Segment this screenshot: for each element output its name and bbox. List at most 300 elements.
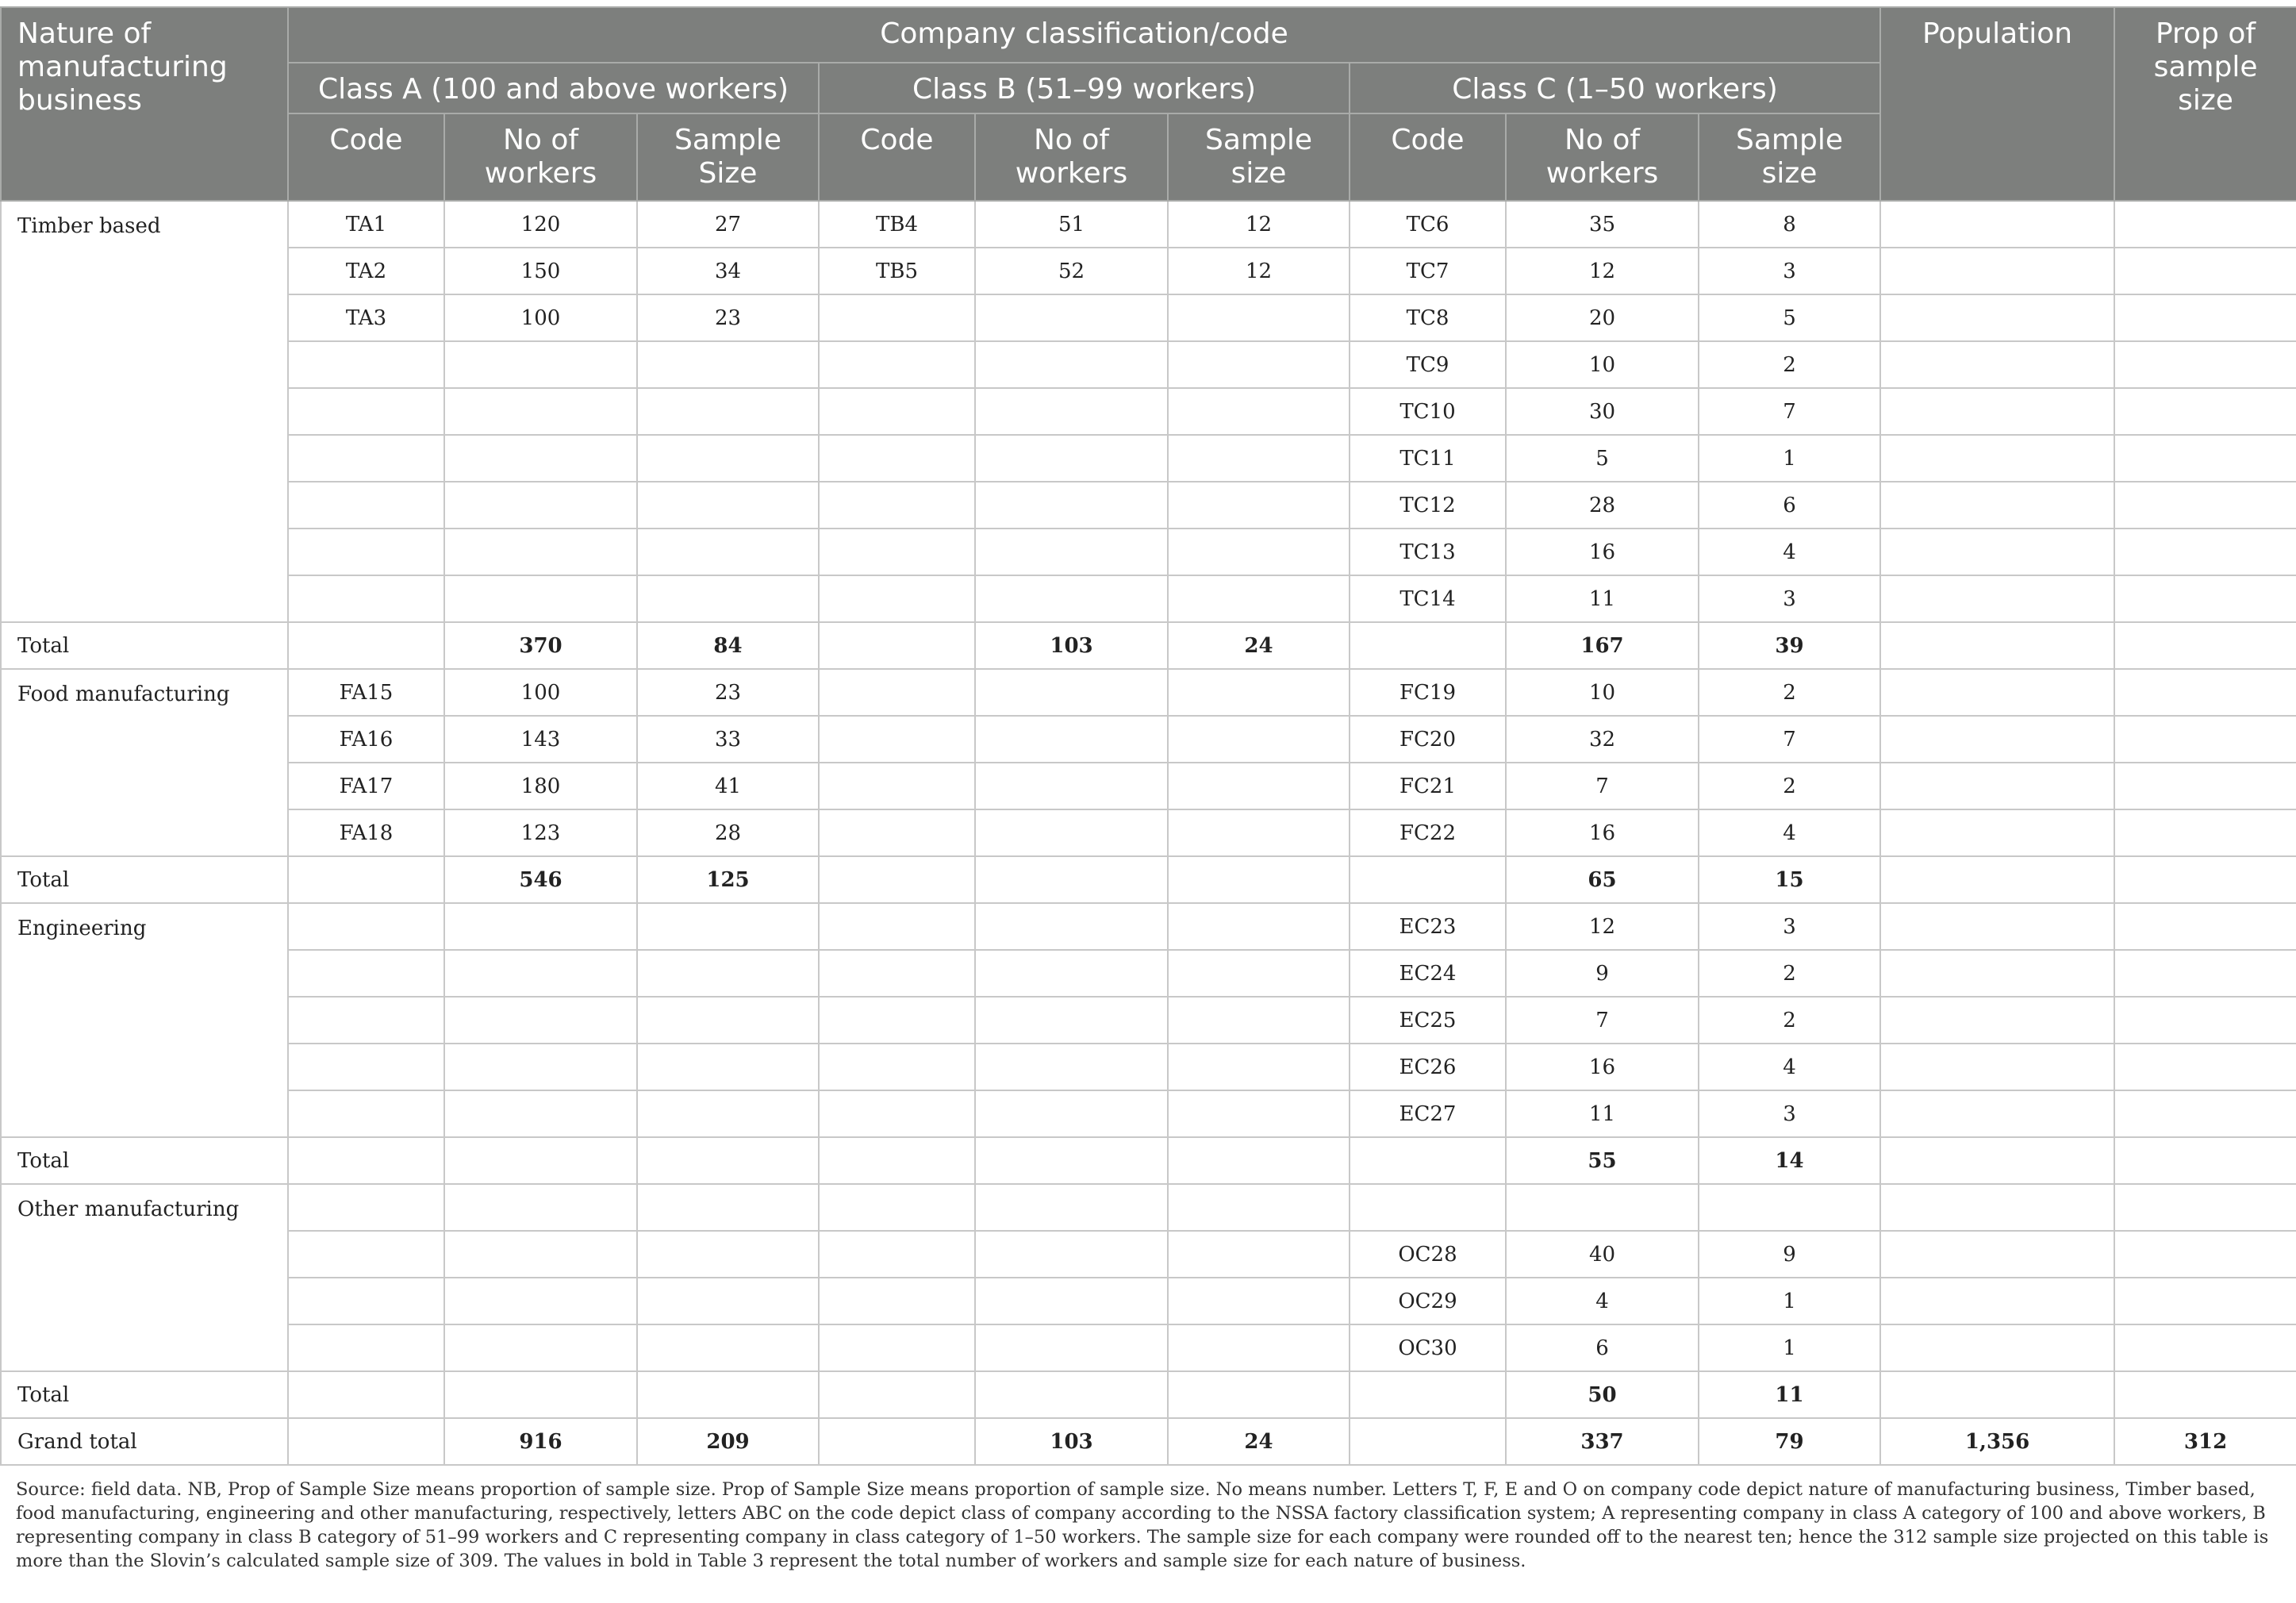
population-cell [1880, 529, 2114, 575]
table-row [1, 341, 2296, 388]
data-cell: 23 [637, 669, 819, 716]
data-cell: 33 [637, 716, 819, 763]
data-cell: 52 [975, 248, 1168, 294]
total-cell [288, 1371, 444, 1418]
population-cell [1880, 809, 2114, 856]
total-cell: 167 [1506, 622, 1699, 669]
data-cell [1699, 1184, 1880, 1231]
total-cell [2114, 856, 2296, 903]
data-cell [975, 294, 1168, 341]
data-cell [1168, 669, 1350, 716]
data-cell [1168, 997, 1350, 1044]
total-cell: 65 [1506, 856, 1699, 903]
population-cell [1880, 763, 2114, 809]
nature-cell: Other manufacturing [1, 1184, 288, 1371]
data-cell: FA16 [288, 716, 444, 763]
data-cell [637, 1324, 819, 1371]
data-cell [444, 435, 637, 482]
data-cell [637, 997, 819, 1044]
data-cell [819, 388, 975, 435]
data-cell [288, 1090, 444, 1137]
table-row [1, 482, 2296, 529]
table-footnote: Source: field data. NB, Prop of Sample Size means proportion of sample size. Prop of Sample Size means proportion of sample size. No means number. Letters T, F, E and O on company code depict nature of manufacturing business, Timber based, food manufacturing, engineering and other manufacturing, respectively, letters ABC on the code depict class of company according to the NSSA factory classification system; A representing company in class A category of 100 and above workers, B representing company in class B category of 51–99 workers and C representing company in class category of 1–50 workers. The sample size for each company were rounded off to the nearest ten; hence the 312 sample size projected on this table is more than the Slovin’s calculated sample size of 309. The values in bold in Table 3 represent the total number of workers and sample size for each nature of business. [16, 1479, 2269, 1571]
data-cell [637, 950, 819, 997]
data-cell [288, 435, 444, 482]
data-cell [1168, 1090, 1350, 1137]
data-cell [975, 669, 1168, 716]
population-cell [1880, 388, 2114, 435]
table-row [1, 201, 2296, 248]
total-cell [819, 1371, 975, 1418]
data-cell [444, 529, 637, 575]
data-cell: EC26 [1350, 1044, 1506, 1090]
data-cell [1350, 1184, 1506, 1231]
total-row [1, 856, 2296, 903]
data-cell [444, 950, 637, 997]
data-cell: 16 [1506, 809, 1699, 856]
table-row [1, 1231, 2296, 1278]
total-cell: 11 [1699, 1371, 1880, 1418]
data-cell: TB4 [819, 201, 975, 248]
data-cell: 7 [1506, 997, 1699, 1044]
data-cell [1168, 1184, 1350, 1231]
data-cell: 3 [1699, 903, 1880, 950]
grand-total-cell: 916 [444, 1418, 637, 1465]
data-cell [819, 716, 975, 763]
data-cell: 150 [444, 248, 637, 294]
data-cell [1168, 294, 1350, 341]
data-cell [975, 950, 1168, 997]
table-row [1, 435, 2296, 482]
data-cell [819, 575, 975, 622]
data-cell [1168, 388, 1350, 435]
grand-total-cell: 337 [1506, 1418, 1699, 1465]
data-cell [1168, 763, 1350, 809]
total-cell [444, 1137, 637, 1184]
population-cell [1880, 903, 2114, 950]
data-cell [819, 1090, 975, 1137]
data-cell: 7 [1699, 388, 1880, 435]
data-cell [288, 1278, 444, 1324]
data-cell: 40 [1506, 1231, 1699, 1278]
grand-total-cell: 1,356 [1880, 1418, 2114, 1465]
header-class-c-sample: Sample size [1699, 113, 1880, 201]
data-cell [1168, 716, 1350, 763]
total-label: Total [1, 622, 288, 669]
data-cell [819, 1184, 975, 1231]
data-cell [637, 1278, 819, 1324]
data-cell: EC25 [1350, 997, 1506, 1044]
data-cell [1168, 435, 1350, 482]
header-class-b-workers: No of workers [975, 113, 1168, 201]
data-cell: 3 [1699, 575, 1880, 622]
total-cell: 103 [975, 622, 1168, 669]
population-cell [1880, 716, 2114, 763]
table-row [1, 529, 2296, 575]
data-cell: TC10 [1350, 388, 1506, 435]
data-cell [637, 903, 819, 950]
prop-sample-cell [2114, 388, 2296, 435]
prop-sample-cell [2114, 1044, 2296, 1090]
data-cell: TC13 [1350, 529, 1506, 575]
data-cell: FA18 [288, 809, 444, 856]
data-cell [444, 1090, 637, 1137]
grand-total-row [1, 1418, 2296, 1465]
prop-sample-cell [2114, 248, 2296, 294]
total-cell [2114, 1371, 2296, 1418]
data-cell [1168, 809, 1350, 856]
population-cell [1880, 482, 2114, 529]
data-cell: 12 [1168, 248, 1350, 294]
data-cell: FA17 [288, 763, 444, 809]
data-cell [637, 1231, 819, 1278]
population-cell [1880, 201, 2114, 248]
data-cell [975, 482, 1168, 529]
data-cell: 3 [1699, 248, 1880, 294]
data-cell: TC8 [1350, 294, 1506, 341]
header-class-b-sample: Sample size [1168, 113, 1350, 201]
data-cell: 123 [444, 809, 637, 856]
population-cell [1880, 1090, 2114, 1137]
data-cell: 34 [637, 248, 819, 294]
grand-total-cell: 103 [975, 1418, 1168, 1465]
data-cell [637, 1184, 819, 1231]
data-cell [637, 1090, 819, 1137]
data-cell: 2 [1699, 950, 1880, 997]
data-cell: 35 [1506, 201, 1699, 248]
total-label: Total [1, 1371, 288, 1418]
data-cell: 7 [1699, 716, 1880, 763]
total-cell: 55 [1506, 1137, 1699, 1184]
total-cell [819, 1137, 975, 1184]
data-cell [975, 529, 1168, 575]
data-cell [637, 529, 819, 575]
header-class-a: Class A (100 and above workers) [288, 63, 819, 113]
data-cell: TA3 [288, 294, 444, 341]
data-cell [1168, 529, 1350, 575]
population-cell [1880, 1231, 2114, 1278]
total-cell [1880, 856, 2114, 903]
data-cell: 4 [1699, 1044, 1880, 1090]
data-cell [1168, 1231, 1350, 1278]
data-cell [975, 997, 1168, 1044]
total-cell [1880, 1371, 2114, 1418]
data-cell: 2 [1699, 763, 1880, 809]
table-row [1, 809, 2296, 856]
data-cell: EC24 [1350, 950, 1506, 997]
data-cell [1168, 1278, 1350, 1324]
table-row [1, 669, 2296, 716]
nature-cell: Engineering [1, 903, 288, 1137]
data-cell: 12 [1168, 201, 1350, 248]
grand-total-cell: 209 [637, 1418, 819, 1465]
header-class-a-workers: No of workers [444, 113, 637, 201]
data-cell: 6 [1699, 482, 1880, 529]
data-cell [975, 1184, 1168, 1231]
data-cell: 120 [444, 201, 637, 248]
data-cell [819, 1278, 975, 1324]
total-cell: 546 [444, 856, 637, 903]
data-cell [819, 763, 975, 809]
data-cell: 32 [1506, 716, 1699, 763]
header-class-c-workers: No of workers [1506, 113, 1699, 201]
data-cell [975, 716, 1168, 763]
prop-sample-cell [2114, 575, 2296, 622]
data-cell [819, 529, 975, 575]
data-cell: 41 [637, 763, 819, 809]
data-cell [1168, 903, 1350, 950]
data-cell [288, 388, 444, 435]
table-row [1, 1184, 2296, 1231]
data-cell [819, 435, 975, 482]
total-cell [975, 1371, 1168, 1418]
table-row [1, 716, 2296, 763]
data-cell: 6 [1506, 1324, 1699, 1371]
total-cell [288, 1137, 444, 1184]
header-class-b-code: Code [819, 113, 975, 201]
data-cell [444, 1044, 637, 1090]
data-cell: OC29 [1350, 1278, 1506, 1324]
data-cell [288, 997, 444, 1044]
data-cell [288, 903, 444, 950]
data-cell [288, 529, 444, 575]
data-cell: FC21 [1350, 763, 1506, 809]
total-cell: 39 [1699, 622, 1880, 669]
data-cell: TA1 [288, 201, 444, 248]
population-cell [1880, 435, 2114, 482]
table-row [1, 1090, 2296, 1137]
total-label: Total [1, 856, 288, 903]
grand-total-label: Grand total [1, 1418, 288, 1465]
data-cell: 4 [1699, 809, 1880, 856]
data-cell [1168, 341, 1350, 388]
data-cell [975, 575, 1168, 622]
data-cell: 11 [1506, 1090, 1699, 1137]
data-cell: 28 [1506, 482, 1699, 529]
data-cell [288, 1324, 444, 1371]
data-cell [1168, 575, 1350, 622]
total-cell [819, 856, 975, 903]
prop-sample-cell [2114, 1324, 2296, 1371]
population-cell [1880, 294, 2114, 341]
total-row [1, 622, 2296, 669]
data-cell: 11 [1506, 575, 1699, 622]
data-cell: EC23 [1350, 903, 1506, 950]
data-cell: 12 [1506, 248, 1699, 294]
header-population: Population [1880, 7, 2114, 201]
data-cell [444, 997, 637, 1044]
data-cell: 8 [1699, 201, 1880, 248]
data-cell [288, 1184, 444, 1231]
total-cell: 50 [1506, 1371, 1699, 1418]
data-cell [637, 1044, 819, 1090]
data-cell [975, 435, 1168, 482]
data-cell [288, 1231, 444, 1278]
total-cell [288, 856, 444, 903]
data-cell: 3 [1699, 1090, 1880, 1137]
header-class-b: Class B (51–99 workers) [819, 63, 1350, 113]
data-cell: TB5 [819, 248, 975, 294]
table-row [1, 997, 2296, 1044]
data-cell: TC14 [1350, 575, 1506, 622]
total-cell [1168, 1137, 1350, 1184]
prop-sample-cell [2114, 1231, 2296, 1278]
data-cell [637, 482, 819, 529]
prop-sample-cell [2114, 1278, 2296, 1324]
header-prop-sample: Prop of sample size [2114, 7, 2296, 201]
prop-sample-cell [2114, 341, 2296, 388]
data-cell [819, 341, 975, 388]
data-cell: 1 [1699, 1278, 1880, 1324]
total-row [1, 1371, 2296, 1418]
total-cell: 125 [637, 856, 819, 903]
prop-sample-cell [2114, 201, 2296, 248]
total-cell: 15 [1699, 856, 1880, 903]
table-header [1, 7, 2296, 201]
prop-sample-cell [2114, 716, 2296, 763]
header-class-c: Class C (1–50 workers) [1350, 63, 1880, 113]
total-cell [637, 1137, 819, 1184]
prop-sample-cell [2114, 950, 2296, 997]
table-row [1, 903, 2296, 950]
data-cell [975, 1278, 1168, 1324]
total-cell [1168, 1371, 1350, 1418]
data-cell: TC9 [1350, 341, 1506, 388]
total-cell [1880, 622, 2114, 669]
total-cell [637, 1371, 819, 1418]
data-cell [637, 341, 819, 388]
header-class-a-code: Code [288, 113, 444, 201]
data-cell [819, 669, 975, 716]
total-cell [1880, 1137, 2114, 1184]
data-cell: 5 [1506, 435, 1699, 482]
data-cell [444, 575, 637, 622]
total-label: Total [1, 1137, 288, 1184]
total-cell [1168, 856, 1350, 903]
data-cell [1168, 482, 1350, 529]
data-cell: 2 [1699, 341, 1880, 388]
data-cell: OC28 [1350, 1231, 1506, 1278]
total-cell [2114, 1137, 2296, 1184]
nature-cell: Food manufacturing [1, 669, 288, 856]
data-cell: TC7 [1350, 248, 1506, 294]
data-cell [975, 1044, 1168, 1090]
data-cell: 143 [444, 716, 637, 763]
data-cell [444, 1184, 637, 1231]
prop-sample-cell [2114, 809, 2296, 856]
data-cell: 28 [637, 809, 819, 856]
total-cell [1350, 622, 1506, 669]
data-cell [637, 388, 819, 435]
population-cell [1880, 1278, 2114, 1324]
table-row [1, 1278, 2296, 1324]
grand-total-cell [288, 1418, 444, 1465]
data-cell: 2 [1699, 997, 1880, 1044]
population-cell [1880, 950, 2114, 997]
data-cell [975, 1090, 1168, 1137]
grand-total-cell: 79 [1699, 1418, 1880, 1465]
data-cell [444, 341, 637, 388]
prop-sample-cell [2114, 669, 2296, 716]
total-cell: 14 [1699, 1137, 1880, 1184]
data-cell [975, 1231, 1168, 1278]
prop-sample-cell [2114, 482, 2296, 529]
data-cell [819, 1324, 975, 1371]
data-cell: 9 [1699, 1231, 1880, 1278]
total-cell [975, 1137, 1168, 1184]
data-cell: 9 [1506, 950, 1699, 997]
data-cell [637, 575, 819, 622]
data-cell: FA15 [288, 669, 444, 716]
population-cell [1880, 1044, 2114, 1090]
grand-total-cell [1350, 1418, 1506, 1465]
data-cell [444, 1278, 637, 1324]
data-cell [1168, 1044, 1350, 1090]
data-cell: EC27 [1350, 1090, 1506, 1137]
total-cell: 370 [444, 622, 637, 669]
data-cell [1506, 1184, 1699, 1231]
prop-sample-cell [2114, 1090, 2296, 1137]
data-cell [975, 341, 1168, 388]
header-company-classification: Company classification/code [288, 7, 1880, 63]
prop-sample-cell [2114, 997, 2296, 1044]
data-cell [819, 997, 975, 1044]
prop-sample-cell [2114, 529, 2296, 575]
data-cell [444, 388, 637, 435]
data-cell: 30 [1506, 388, 1699, 435]
data-cell: 51 [975, 201, 1168, 248]
sample-size-table [0, 6, 2296, 1466]
table-row [1, 294, 2296, 341]
data-cell [819, 903, 975, 950]
data-cell [975, 903, 1168, 950]
data-cell [819, 294, 975, 341]
data-cell [975, 763, 1168, 809]
total-cell [2114, 622, 2296, 669]
table-row [1, 1044, 2296, 1090]
grand-total-cell: 312 [2114, 1418, 2296, 1465]
nature-cell: Timber based [1, 201, 288, 622]
data-cell [288, 950, 444, 997]
data-cell [288, 1044, 444, 1090]
data-cell [819, 1231, 975, 1278]
data-cell [288, 575, 444, 622]
table-row [1, 763, 2296, 809]
grand-total-cell [819, 1418, 975, 1465]
table-container [0, 6, 2296, 1466]
population-cell [1880, 341, 2114, 388]
data-cell: TC12 [1350, 482, 1506, 529]
data-cell: TA2 [288, 248, 444, 294]
data-cell: 16 [1506, 529, 1699, 575]
data-cell: TC6 [1350, 201, 1506, 248]
data-cell: 100 [444, 669, 637, 716]
data-cell: 7 [1506, 763, 1699, 809]
data-cell [975, 1324, 1168, 1371]
data-cell: 4 [1506, 1278, 1699, 1324]
population-cell [1880, 997, 2114, 1044]
header-nature: Nature of manufacturing business [1, 7, 288, 201]
table-row [1, 575, 2296, 622]
prop-sample-cell [2114, 903, 2296, 950]
prop-sample-cell [2114, 763, 2296, 809]
population-cell [1880, 575, 2114, 622]
table-row [1, 248, 2296, 294]
data-cell [637, 435, 819, 482]
data-cell [444, 482, 637, 529]
data-cell: 10 [1506, 341, 1699, 388]
data-cell: 1 [1699, 1324, 1880, 1371]
